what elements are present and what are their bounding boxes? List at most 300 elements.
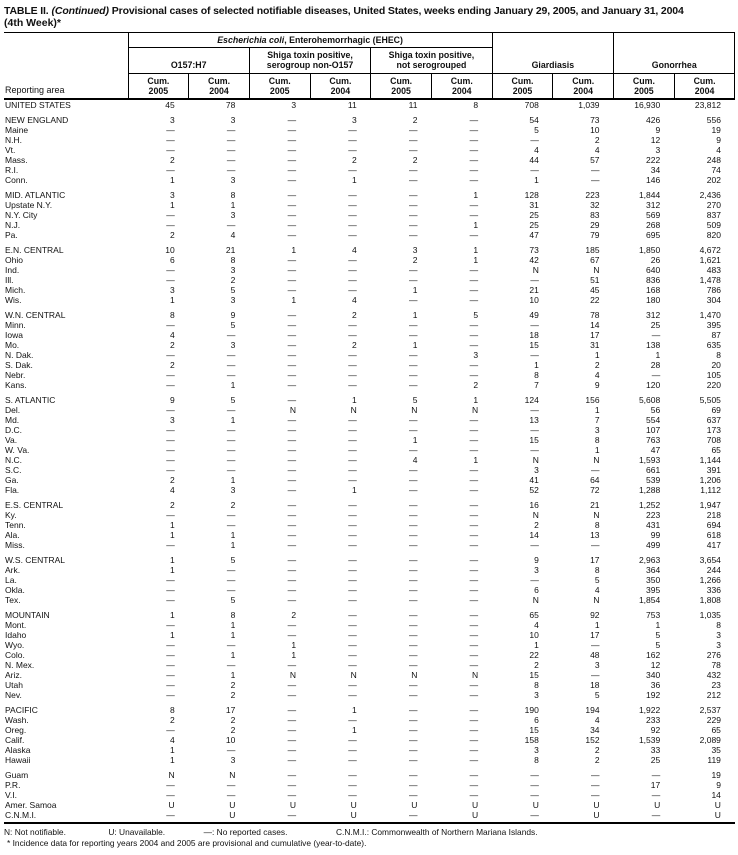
value-cell: 17 <box>590 555 600 565</box>
reporting-area-cell: Colo. <box>5 650 25 660</box>
value-cell: — <box>408 330 418 340</box>
value-cell: U <box>289 800 297 810</box>
value-cell: 9 <box>230 310 236 320</box>
value-cell: — <box>166 145 175 155</box>
value-cell: 42 <box>529 255 539 265</box>
table-row <box>4 755 735 765</box>
column-header-cum-2005: Cum. 2005 <box>492 74 553 100</box>
reporting-area-cell: Ill. <box>5 275 14 285</box>
value-cell: — <box>348 200 357 210</box>
table-title <box>4 5 735 17</box>
reporting-area-cell: Pa. <box>5 230 18 240</box>
reporting-area-cell: Utah <box>5 680 23 690</box>
value-cell: — <box>287 445 297 455</box>
column-header-cum-2004: Cum. 2004 <box>431 74 492 100</box>
value-cell: — <box>166 640 175 650</box>
value-cell: — <box>408 350 418 360</box>
value-cell: — <box>348 745 357 755</box>
value-cell: 64 <box>590 475 600 485</box>
value-cell: — <box>469 230 479 240</box>
value-cell: — <box>530 165 539 175</box>
table-row <box>4 510 735 520</box>
table-row <box>4 445 735 455</box>
value-cell: — <box>287 500 297 510</box>
value-cell: N <box>350 670 357 680</box>
value-cell: — <box>408 425 418 435</box>
value-cell: 220 <box>706 380 721 390</box>
value-cell: 820 <box>706 230 721 240</box>
value-cell: — <box>287 275 297 285</box>
value-cell: 2 <box>230 715 236 725</box>
value-cell: — <box>591 790 600 800</box>
value-cell: — <box>408 370 418 380</box>
value-cell: 1,850 <box>638 245 661 255</box>
value-cell: — <box>348 575 357 585</box>
value-cell: 2 <box>352 155 357 165</box>
table-row <box>4 275 735 285</box>
value-cell: 6 <box>534 585 539 595</box>
value-cell: 15 <box>529 435 539 445</box>
value-cell: U <box>654 800 661 810</box>
value-cell: 3 <box>716 630 721 640</box>
value-cell: 3 <box>230 295 236 305</box>
value-cell: 2 <box>169 715 175 725</box>
value-cell: — <box>408 230 418 240</box>
value-cell: 73 <box>529 245 539 255</box>
value-cell: — <box>408 145 418 155</box>
value-cell: 17 <box>650 780 661 790</box>
value-cell: — <box>469 770 479 780</box>
value-cell: 8 <box>534 680 539 690</box>
value-cell: 29 <box>590 220 600 230</box>
value-cell: — <box>469 320 479 330</box>
value-cell: — <box>287 790 297 800</box>
value-cell: 45 <box>165 100 175 110</box>
value-cell: 1 <box>412 340 418 350</box>
value-cell: 2 <box>169 340 175 350</box>
value-cell: 1,922 <box>638 705 661 715</box>
value-cell: 222 <box>646 155 661 165</box>
value-cell: — <box>408 175 418 185</box>
value-cell: 2,089 <box>699 735 721 745</box>
footnote-incidence: * Incidence data for reporting years 2004 and 2005 are provisional and cumulative (year-to-date). <box>7 837 367 848</box>
value-cell: N <box>411 405 418 415</box>
value-cell: 1 <box>169 610 175 620</box>
value-cell: 1 <box>230 670 236 680</box>
value-cell: 304 <box>706 295 721 305</box>
value-cell: 8 <box>594 565 600 575</box>
reporting-area-cell: Idaho <box>5 630 27 640</box>
value-cell: — <box>469 595 479 605</box>
table-header <box>4 33 735 100</box>
value-cell: 105 <box>706 370 721 380</box>
value-cell: — <box>408 660 418 670</box>
value-cell: — <box>408 565 418 575</box>
value-cell: — <box>408 690 418 700</box>
value-cell: 23 <box>711 680 721 690</box>
value-cell: 2,436 <box>699 190 721 200</box>
value-cell: 2 <box>594 745 600 755</box>
value-cell: 4,672 <box>699 245 721 255</box>
value-cell: 1 <box>169 555 175 565</box>
value-cell: — <box>287 210 297 220</box>
value-cell: 19 <box>711 770 721 780</box>
table-row <box>4 435 735 445</box>
table-row <box>4 200 735 210</box>
value-cell: — <box>408 320 418 330</box>
title-text: Provisional cases of selected notifiable diseases, United States, weeks ending January 29, 2005, and January 31, 2004 <box>111 5 684 17</box>
value-cell: 28 <box>650 360 661 370</box>
value-cell: 4 <box>534 620 539 630</box>
value-cell: — <box>348 210 357 220</box>
value-cell: 120 <box>646 380 661 390</box>
value-cell: 8 <box>230 610 236 620</box>
value-cell: — <box>408 520 418 530</box>
reporting-area-cell: P.R. <box>5 780 21 790</box>
value-cell: — <box>408 210 418 220</box>
reporting-area-cell: Tex. <box>5 595 21 605</box>
table-row <box>4 565 735 575</box>
value-cell: — <box>469 485 479 495</box>
table-row <box>4 305 735 320</box>
value-cell: 786 <box>706 285 721 295</box>
value-cell: — <box>348 265 357 275</box>
table-row <box>4 320 735 330</box>
value-cell: 1 <box>169 175 175 185</box>
value-cell: 637 <box>706 415 721 425</box>
value-cell: 1 <box>352 725 357 735</box>
value-cell: — <box>408 530 418 540</box>
value-cell: — <box>408 475 418 485</box>
value-cell: — <box>408 165 418 175</box>
value-cell: 18 <box>590 680 600 690</box>
value-cell: — <box>166 620 175 630</box>
value-cell: — <box>287 415 297 425</box>
value-cell: — <box>348 540 357 550</box>
value-cell: 69 <box>711 405 721 415</box>
value-cell: — <box>166 370 175 380</box>
value-cell: N <box>472 670 479 680</box>
reporting-area-cell: Del. <box>5 405 21 415</box>
value-cell: 8 <box>594 520 600 530</box>
value-cell: 395 <box>706 320 721 330</box>
value-cell: 3,654 <box>699 555 721 565</box>
value-cell: — <box>591 770 600 780</box>
value-cell: 185 <box>585 245 600 255</box>
value-cell: — <box>348 380 357 390</box>
value-cell: 138 <box>646 340 661 350</box>
value-cell: — <box>226 405 236 415</box>
value-cell: 32 <box>590 200 600 210</box>
value-cell: 65 <box>711 725 721 735</box>
value-cell: — <box>530 320 539 330</box>
value-cell: — <box>287 705 297 715</box>
reporting-area-cell: N.J. <box>5 220 21 230</box>
reporting-area-cell: Upstate N.Y. <box>5 200 53 210</box>
table-row <box>4 495 735 510</box>
shiga-not-serogrouped-subgroup-header: Shiga toxin positive, not serogrouped <box>371 48 492 74</box>
value-cell: 9 <box>716 780 721 790</box>
value-cell: 49 <box>529 310 539 320</box>
value-cell: 1 <box>473 190 479 200</box>
value-cell: 25 <box>529 220 539 230</box>
value-cell: U <box>714 800 721 810</box>
reporting-area-cell: N. Mex. <box>5 660 35 670</box>
value-cell: — <box>287 735 297 745</box>
table-row <box>4 745 735 755</box>
ehec-species-name: Escherichia coli <box>217 35 285 45</box>
value-cell: 1,854 <box>638 595 661 605</box>
table-row <box>4 210 735 220</box>
value-cell: — <box>348 275 357 285</box>
value-cell: 1 <box>412 435 418 445</box>
reporting-area-cell: N.H. <box>5 135 22 145</box>
value-cell: 119 <box>707 755 721 765</box>
value-cell: — <box>226 360 236 370</box>
value-cell: — <box>469 415 479 425</box>
value-cell: 1 <box>594 445 600 455</box>
table-row <box>4 370 735 380</box>
value-cell: — <box>287 755 297 765</box>
reporting-area-cell: Mont. <box>5 620 27 630</box>
value-cell: — <box>469 210 479 220</box>
value-cell: 10 <box>165 245 175 255</box>
value-cell: 1 <box>291 295 297 305</box>
value-cell: — <box>166 275 175 285</box>
table-row <box>4 340 735 350</box>
value-cell: — <box>287 540 297 550</box>
value-cell: 92 <box>590 610 600 620</box>
value-cell: — <box>166 780 175 790</box>
value-cell: 56 <box>650 405 661 415</box>
value-cell: 2 <box>412 255 418 265</box>
value-cell: 8 <box>594 435 600 445</box>
value-cell: — <box>166 165 175 175</box>
value-cell: 499 <box>646 540 661 550</box>
value-cell: 162 <box>646 650 661 660</box>
title-continued: (Continued) <box>51 5 109 17</box>
value-cell: — <box>287 310 297 320</box>
value-cell: — <box>469 735 479 745</box>
value-cell: 34 <box>650 165 661 175</box>
value-cell: — <box>287 690 297 700</box>
value-cell: 13 <box>590 530 600 540</box>
value-cell: 17 <box>225 705 236 715</box>
value-cell: — <box>287 555 297 565</box>
table-row <box>4 650 735 660</box>
value-cell: 4 <box>594 585 600 595</box>
value-cell: 2 <box>291 610 297 620</box>
value-cell: — <box>408 510 418 520</box>
value-cell: — <box>287 175 297 185</box>
value-cell: 391 <box>706 465 721 475</box>
value-cell: — <box>348 510 357 520</box>
value-cell: N <box>593 455 600 465</box>
value-cell: 2 <box>352 310 357 320</box>
value-cell: — <box>348 350 357 360</box>
value-cell: 1 <box>230 380 236 390</box>
value-cell: 1 <box>412 285 418 295</box>
value-cell: 223 <box>585 190 600 200</box>
table-row <box>4 175 735 185</box>
value-cell: 78 <box>225 100 236 110</box>
value-cell: 417 <box>706 540 721 550</box>
value-cell: 156 <box>585 395 600 405</box>
value-cell: — <box>469 780 479 790</box>
value-cell: 11 <box>347 100 357 110</box>
value-cell: 10 <box>590 125 600 135</box>
footnotes <box>4 827 735 848</box>
value-cell: 1,947 <box>699 500 721 510</box>
table-row <box>4 800 735 810</box>
value-cell: — <box>348 755 357 765</box>
value-cell: 1 <box>655 350 661 360</box>
value-cell: — <box>348 320 357 330</box>
value-cell: 6 <box>534 715 539 725</box>
value-cell: — <box>408 650 418 660</box>
value-cell: — <box>408 715 418 725</box>
value-cell: 364 <box>646 565 661 575</box>
value-cell: — <box>226 465 236 475</box>
value-cell: 1,470 <box>699 310 721 320</box>
value-cell: — <box>226 660 236 670</box>
table-row <box>4 690 735 700</box>
value-cell: 2,963 <box>638 555 661 565</box>
value-cell: 1,252 <box>638 500 661 510</box>
value-cell: 695 <box>646 230 661 240</box>
value-cell: — <box>166 650 175 660</box>
value-cell: 4 <box>169 735 175 745</box>
value-cell: — <box>287 360 297 370</box>
value-cell: 3 <box>534 745 539 755</box>
reporting-area-cell: Nebr. <box>5 370 26 380</box>
value-cell: 158 <box>524 735 539 745</box>
table-row <box>4 725 735 735</box>
notifiable-diseases-table <box>4 32 735 824</box>
reporting-area-cell: UNITED STATES <box>5 100 71 110</box>
value-cell: 65 <box>711 445 721 455</box>
value-cell: — <box>287 330 297 340</box>
value-cell: 54 <box>529 115 539 125</box>
value-cell: — <box>287 380 297 390</box>
value-cell: 3 <box>655 145 661 155</box>
value-cell: — <box>166 465 175 475</box>
value-cell: 708 <box>524 100 539 110</box>
value-cell: — <box>226 780 236 790</box>
value-cell: — <box>348 445 357 455</box>
value-cell: — <box>166 660 175 670</box>
table-row <box>4 765 735 780</box>
value-cell: 5 <box>594 690 600 700</box>
table-row <box>4 455 735 465</box>
value-cell: 3 <box>534 690 539 700</box>
value-cell: 4 <box>534 145 539 155</box>
value-cell: 350 <box>646 575 661 585</box>
value-cell: 431 <box>646 520 661 530</box>
value-cell: 569 <box>646 210 661 220</box>
value-cell: 17 <box>590 330 600 340</box>
value-cell: 1 <box>230 650 236 660</box>
value-cell: — <box>287 485 297 495</box>
value-cell: 1 <box>169 630 175 640</box>
value-cell: — <box>348 770 357 780</box>
title-week: (4th Week)* <box>4 17 61 29</box>
value-cell: 2 <box>230 690 236 700</box>
value-cell: — <box>469 295 479 305</box>
value-cell: 1,808 <box>699 595 721 605</box>
value-cell: 694 <box>706 520 721 530</box>
value-cell: — <box>348 425 357 435</box>
value-cell: — <box>166 405 175 415</box>
reporting-area-cell: MOUNTAIN <box>5 610 50 620</box>
value-cell: — <box>166 595 175 605</box>
value-cell: 1 <box>534 640 539 650</box>
reporting-area-cell: Okla. <box>5 585 25 595</box>
value-cell: — <box>166 445 175 455</box>
value-cell: — <box>408 610 418 620</box>
value-cell: 4 <box>169 485 175 495</box>
value-cell: — <box>408 295 418 305</box>
value-cell: 3 <box>230 485 236 495</box>
value-cell: — <box>287 370 297 380</box>
value-cell: — <box>530 770 539 780</box>
value-cell: N <box>472 405 479 415</box>
value-cell: 509 <box>706 220 721 230</box>
value-cell: 87 <box>711 330 721 340</box>
value-cell: — <box>530 425 539 435</box>
value-cell: — <box>226 145 236 155</box>
value-cell: — <box>287 395 297 405</box>
reporting-area-cell: N.Y. City <box>5 210 38 220</box>
value-cell: — <box>408 680 418 690</box>
value-cell: 1,266 <box>699 575 721 585</box>
value-cell: — <box>287 165 297 175</box>
value-cell: 8 <box>534 370 539 380</box>
value-cell: — <box>226 640 236 650</box>
value-cell: 128 <box>524 190 539 200</box>
value-cell: 556 <box>706 115 721 125</box>
value-cell: — <box>287 715 297 725</box>
value-cell: 9 <box>594 380 600 390</box>
reporting-area-cell: Amer. Samoa <box>5 800 57 810</box>
table-row <box>4 350 735 360</box>
value-cell: — <box>408 705 418 715</box>
value-cell: — <box>287 155 297 165</box>
reporting-area-cell: S. ATLANTIC <box>5 395 56 405</box>
value-cell: 3 <box>230 755 236 765</box>
value-cell: 83 <box>590 210 600 220</box>
value-cell: 276 <box>706 650 721 660</box>
value-cell: — <box>166 265 175 275</box>
value-cell: — <box>469 510 479 520</box>
value-cell: 47 <box>529 230 539 240</box>
value-cell: — <box>530 275 539 285</box>
value-cell: 146 <box>646 175 661 185</box>
value-cell: 1 <box>169 565 175 575</box>
value-cell: U <box>189 810 250 823</box>
value-cell: 124 <box>524 395 539 405</box>
value-cell: — <box>469 200 479 210</box>
value-cell: 1 <box>352 485 357 495</box>
value-cell: 3 <box>352 115 357 125</box>
value-cell: — <box>287 200 297 210</box>
value-cell: 3 <box>169 190 175 200</box>
value-cell: — <box>469 690 479 700</box>
value-cell: 1 <box>473 245 479 255</box>
value-cell: — <box>287 530 297 540</box>
value-cell: — <box>348 330 357 340</box>
table-row <box>4 630 735 640</box>
